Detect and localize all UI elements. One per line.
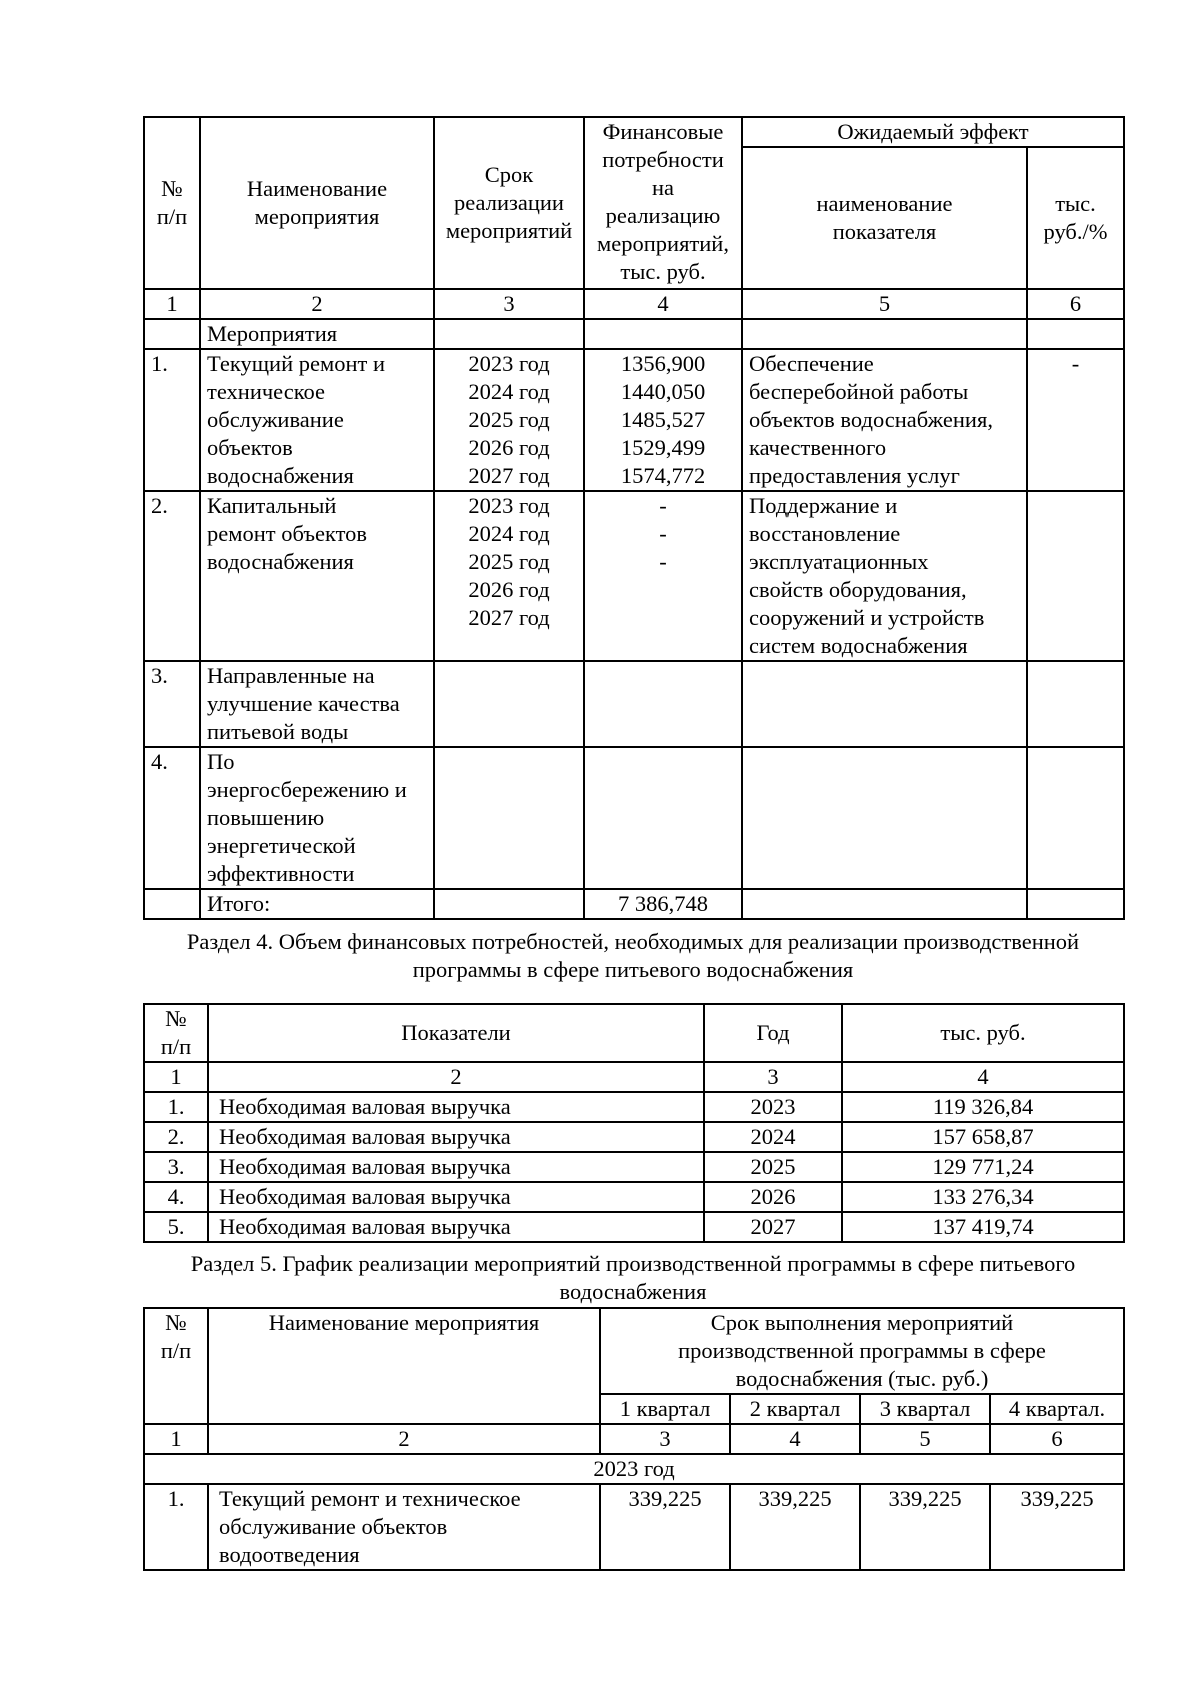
row-num: 3.	[144, 1152, 208, 1182]
row-year: 2027	[704, 1212, 842, 1242]
header-amount: тыс. руб.	[842, 1004, 1124, 1062]
row-unit	[1027, 747, 1124, 889]
row-num: 4.	[144, 1182, 208, 1212]
section-row	[144, 319, 1124, 349]
row-effect: Поддержание и восстановление эксплуатационных свойств оборудования, сооружений и устройств систем водоснабжения	[742, 491, 1027, 661]
colnum: 6	[990, 1424, 1124, 1454]
row-finance	[584, 661, 742, 747]
row-indicator: Необходимая валовая выручка	[208, 1122, 704, 1152]
year-label: 2023 год	[144, 1454, 1124, 1484]
row-name: Капитальный ремонт объектов водоснабжения	[200, 491, 434, 661]
header-num: № п/п	[144, 117, 200, 289]
row-num: 1.	[144, 1092, 208, 1122]
header-num: № п/п	[144, 1004, 208, 1062]
header-indicator: Показатели	[208, 1004, 704, 1062]
header-q3: 3 квартал	[860, 1394, 990, 1424]
section-label: Мероприятия	[200, 319, 434, 349]
row-q4: 339,225	[990, 1484, 1124, 1570]
row-effect	[742, 661, 1027, 747]
header-term: Срок выполнения мероприятий производственной программы в сфере водоснабжения (тыс. руб.)	[600, 1308, 1124, 1394]
row-finance	[584, 747, 742, 889]
header-q1: 1 квартал	[600, 1394, 730, 1424]
header-q2: 2 квартал	[730, 1394, 860, 1424]
table-row	[144, 1484, 1124, 1570]
section5-title: Раздел 5. График реализации мероприятий производственной программы в сфере питьевого водоснабжения	[190, 1251, 1076, 1304]
header-effect-name: наименование показателя	[742, 147, 1027, 289]
table-row	[144, 661, 1124, 747]
row-effect: Обеспечение бесперебойной работы объектов водоснабжения, качественного предоставления услуг	[742, 349, 1027, 491]
colnum: 3	[704, 1062, 842, 1092]
header-effect-unit: тыс. руб./%	[1027, 147, 1124, 289]
year-row	[144, 1454, 1124, 1484]
row-unit: -	[1027, 349, 1124, 491]
row-num: 1.	[144, 349, 200, 491]
colnum: 2	[200, 289, 434, 319]
section4-title: Раздел 4. Объем финансовых потребностей, необходимых для реализации производственной программы в сфере питьевого водоснабжения	[186, 929, 1080, 982]
row-name: Текущий ремонт и техническое обслуживание объектов водоснабжения	[200, 349, 434, 491]
total-label: Итого:	[200, 889, 434, 919]
header-year: Год	[704, 1004, 842, 1062]
row-unit	[1027, 491, 1124, 661]
header-term: Срок реализации мероприятий	[434, 117, 584, 289]
row-years	[434, 747, 584, 889]
row-effect	[742, 747, 1027, 889]
revenue-table	[143, 1003, 1125, 1243]
header-activity-name: Наименование мероприятия	[208, 1308, 600, 1424]
table-row	[144, 1122, 1124, 1152]
header-finance: Финансовые потребности на реализацию мероприятий, тыс. руб.	[584, 117, 742, 289]
colnum: 1	[144, 289, 200, 319]
row-num: 3.	[144, 661, 200, 747]
header-q4: 4 квартал.	[990, 1394, 1124, 1424]
row-amount: 129 771,24	[842, 1152, 1124, 1182]
colnum: 4	[842, 1062, 1124, 1092]
colnum: 4	[730, 1424, 860, 1454]
row-indicator: Необходимая валовая выручка	[208, 1212, 704, 1242]
colnum: 2	[208, 1424, 600, 1454]
row-num: 5.	[144, 1212, 208, 1242]
colnum: 3	[600, 1424, 730, 1454]
row-num: 2.	[144, 491, 200, 661]
table-row	[144, 1212, 1124, 1242]
colnum: 1	[144, 1062, 208, 1092]
row-amount: 119 326,84	[842, 1092, 1124, 1122]
row-num: 1.	[144, 1484, 208, 1570]
colnum: 5	[742, 289, 1027, 319]
schedule-table	[143, 1307, 1125, 1571]
column-numbers-row	[144, 1062, 1124, 1092]
colnum: 3	[434, 289, 584, 319]
column-numbers-row	[144, 289, 1124, 319]
table-row	[144, 1092, 1124, 1122]
row-name: Текущий ремонт и техническое обслуживание объектов водоотведения	[208, 1484, 600, 1570]
table-row	[144, 349, 1124, 491]
row-q1: 339,225	[600, 1484, 730, 1570]
header-activity-name: Наименование мероприятия	[200, 117, 434, 289]
row-finance: 1356,900 1440,050 1485,527 1529,499 1574,772	[584, 349, 742, 491]
header-expected-effect: Ожидаемый эффект	[742, 117, 1124, 147]
total-value: 7 386,748	[584, 889, 742, 919]
header-num: № п/п	[144, 1308, 208, 1424]
table-row	[144, 491, 1124, 661]
row-years: 2023 год 2024 год 2025 год 2026 год 2027 год	[434, 491, 584, 661]
table-row	[144, 1182, 1124, 1212]
colnum: 2	[208, 1062, 704, 1092]
row-year: 2024	[704, 1122, 842, 1152]
row-amount: 137 419,74	[842, 1212, 1124, 1242]
row-year: 2025	[704, 1152, 842, 1182]
column-numbers-row	[144, 1424, 1124, 1454]
row-num: 2.	[144, 1122, 208, 1152]
row-years: 2023 год 2024 год 2025 год 2026 год 2027 год	[434, 349, 584, 491]
row-indicator: Необходимая валовая выручка	[208, 1182, 704, 1212]
colnum: 1	[144, 1424, 208, 1454]
row-name: По энергосбережению и повышению энергетической эффективности	[200, 747, 434, 889]
row-amount: 157 658,87	[842, 1122, 1124, 1152]
table-row	[144, 1152, 1124, 1182]
row-year: 2026	[704, 1182, 842, 1212]
row-years	[434, 661, 584, 747]
colnum: 5	[860, 1424, 990, 1454]
row-finance: - - -	[584, 491, 742, 661]
row-name: Направленные на улучшение качества питьевой воды	[200, 661, 434, 747]
colnum: 6	[1027, 289, 1124, 319]
row-year: 2023	[704, 1092, 842, 1122]
table-row	[144, 747, 1124, 889]
row-num: 4.	[144, 747, 200, 889]
colnum: 4	[584, 289, 742, 319]
row-unit	[1027, 661, 1124, 747]
row-amount: 133 276,34	[842, 1182, 1124, 1212]
row-indicator: Необходимая валовая выручка	[208, 1092, 704, 1122]
row-indicator: Необходимая валовая выручка	[208, 1152, 704, 1182]
activities-table	[143, 116, 1125, 920]
row-q2: 339,225	[730, 1484, 860, 1570]
total-row	[144, 889, 1124, 919]
row-q3: 339,225	[860, 1484, 990, 1570]
